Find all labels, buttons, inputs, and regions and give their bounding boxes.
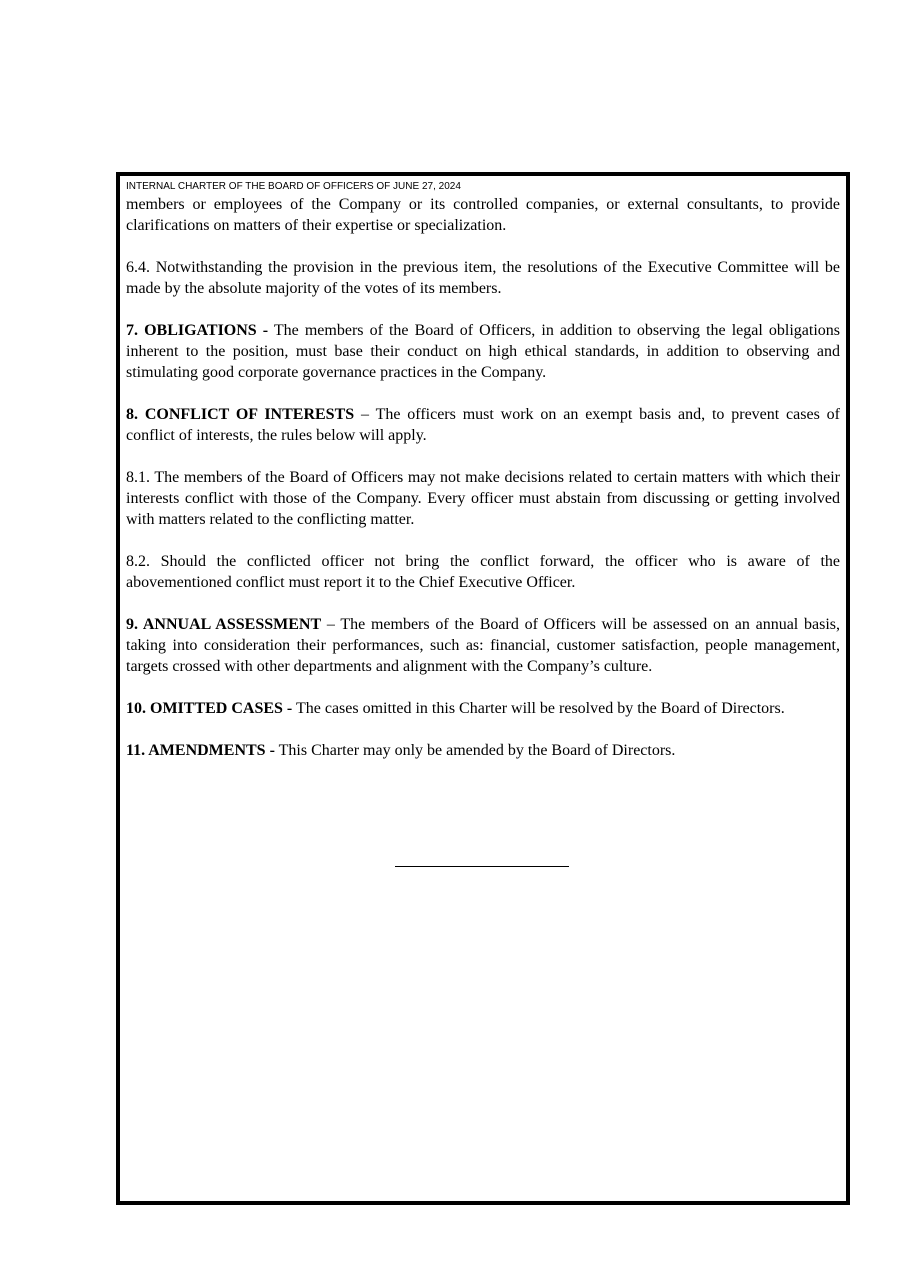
section-7-text: The members of the Board of Officers, in addition to observing the legal obligations inherent to the position, must base their conduct on high ethical standards, in addition to observing and stimulating good corporate governance practices in the Company. (126, 322, 841, 381)
page-border-frame (116, 172, 850, 1205)
end-of-text-rule (395, 866, 569, 867)
section-9-text: – The members of the Board of Officers will be assessed on an annual basis, taking into consideration their performances, such as: financial, customer satisfaction, people management, targets crossed with other departments and alignment with the Company’s culture. (126, 616, 840, 675)
item-8-1-paragraph: 8.1. The members of the Board of Officers may not make decisions related to certain matters with which their interests conflict with those of the Company. Every officer must abstain from discussing or getting involved with matters related to the conflicting matter. (126, 469, 840, 528)
section-8-text: – The officers must work on an exempt basis and, to prevent cases of conflict of interests, the rules below will apply. (126, 406, 840, 444)
section-11-heading: 11. AMENDMENTS - (126, 742, 275, 759)
section-10-heading: 10. OMITTED CASES - (126, 700, 293, 717)
section-9-heading: 9. ANNUAL ASSESSMENT (126, 616, 322, 633)
section-11-text: This Charter may only be amended by the Board of Directors. (274, 742, 676, 759)
section-9-annual-assessment (126, 614, 840, 677)
item-8-2-paragraph: 8.2. Should the conflicted officer not bring the conflict forward, the officer who is aware of the abovementioned conflict must report it to the Chief Executive Officer. (126, 553, 840, 591)
section-10-omitted-cases (126, 698, 840, 719)
continuation-paragraph: members or employees of the Company or its controlled companies, or external consultants, to provide clarifications on matters of their expertise or specialization. (126, 196, 840, 234)
section-8-heading: 8. CONFLICT OF INTERESTS (126, 406, 355, 423)
section-7-obligations (126, 320, 840, 383)
document-body (126, 180, 840, 782)
section-10-text: The cases omitted in this Charter will be resolved by the Board of Directors. (292, 700, 785, 717)
section-8-conflict-of-interests (126, 404, 840, 446)
item-6-4-paragraph: 6.4. Notwithstanding the provision in the previous item, the resolutions of the Executive Committee will be made by the absolute majority of the votes of its members. (126, 259, 840, 297)
section-7-heading: 7. OBLIGATIONS - (126, 322, 269, 339)
running-header: INTERNAL CHARTER OF THE BOARD OF OFFICERS OF JUNE 27, 2024 (126, 181, 461, 192)
section-11-amendments (126, 740, 840, 761)
